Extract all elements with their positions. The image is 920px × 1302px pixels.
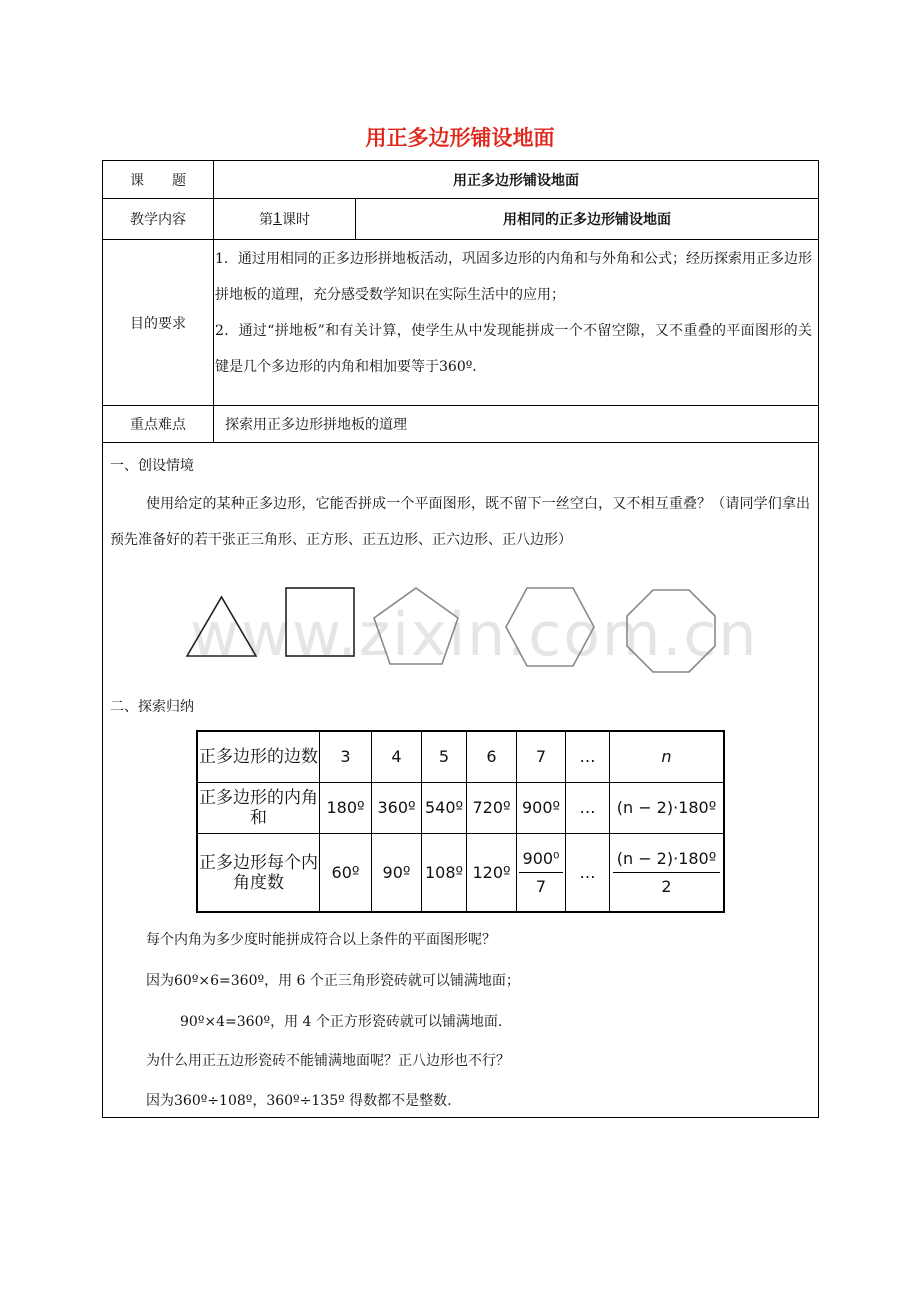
row-header-sides: 正多边形的边数 (199, 747, 318, 767)
section1-paragraph: 使用给定的某种正多边形，它能否拼成一个平面图形，既不留下一丝空白，又不相互重叠？（请同学们拿出预先准备好的若干张正三角形、正方形、正五边形、正六边形、正八边形） (110, 496, 810, 548)
angle-cell: … (579, 862, 596, 882)
angle-cell: 90º (382, 862, 411, 882)
page-title: 用正多边形铺设地面 (365, 125, 555, 150)
content-label: 教学内容 (130, 212, 186, 228)
sides-cell: 5 (438, 747, 450, 766)
sum-cell: 540º (424, 798, 464, 817)
subject-value: 用正多边形铺设地面 (453, 172, 579, 189)
row-divider (103, 442, 818, 443)
goals-text (215, 241, 812, 385)
sum-cell: 180º (326, 798, 365, 817)
pentagon-shape (374, 588, 458, 664)
sides-cell: … (579, 747, 596, 766)
hexagon-shape (506, 588, 594, 666)
fraction (613, 849, 721, 897)
subject-label: 课 题 (130, 172, 186, 189)
key-points-value: 探索用正多边形拼地板的道理 (225, 417, 407, 433)
lesson-number: 1 (273, 211, 282, 227)
key-points-label: 重点难点 (130, 417, 186, 433)
angle-cell-fraction (610, 834, 723, 911)
angle-cell-fraction (517, 834, 565, 911)
angle-cell: 60º (331, 862, 360, 882)
fraction (519, 849, 564, 897)
row-header-sum: 正多边形的内角和 (199, 788, 318, 828)
section1-heading: 一、创设情境 (110, 458, 194, 474)
watermark: www.zixin.com.cn (190, 600, 759, 670)
fraction-numerator: 900⁰ (519, 849, 564, 873)
question-line: 每个内角为多少度时能拼成符合以上条件的平面图形呢？ (146, 932, 496, 948)
sum-cell: … (579, 798, 596, 817)
sum-cell: 900º (521, 798, 561, 817)
goals-label: 目的要求 (130, 315, 186, 332)
content-value: 用相同的正多边形铺设地面 (503, 212, 671, 228)
answer-triangle: 因为60º×6=360º，用 6 个正三角形瓷砖就可以铺满地面； (146, 973, 520, 989)
fraction-denominator: 7 (535, 876, 547, 896)
row-header-angle: 正多边形每个内角度数 (199, 852, 318, 893)
answer-pentagon: 因为360º÷108º，360º÷135º 得数都不是整数. (146, 1093, 452, 1109)
octagon-shape (627, 590, 715, 672)
goal-1: 1．通过用相同的正多边形拼地板活动，巩固多边形的内角和与外角和公式；经历探索用正多边形拼地板的道理，充分感受数学知识在实际生活中的应用； (215, 251, 812, 303)
lesson-count (214, 199, 355, 239)
goal-2: 2．通过“拼地板”和有关计算，使学生从中发现能拼成一个不留空隙，又不重叠的平面图形的关键是几个多边形的内角和相加要等于360º． (215, 323, 812, 375)
polygon-angle-table (196, 730, 725, 913)
fraction-denominator: 2 (661, 876, 672, 896)
angle-cell: 120º (472, 862, 511, 882)
sum-cell: 720º (472, 798, 511, 817)
section2-heading: 二、探索归纳 (110, 699, 194, 715)
square-shape (286, 588, 354, 656)
sides-cell: n (661, 747, 672, 766)
answer-square: 90º×4=360º，用 4 个正方形瓷砖就可以铺满地面. (180, 1014, 503, 1030)
sum-cell: (n − 2)·180º (616, 798, 717, 817)
fraction-numerator: (n − 2)·180º (613, 849, 721, 873)
sides-cell: 6 (486, 747, 497, 766)
lesson-prefix: 第 (259, 212, 274, 228)
sides-cell: 7 (535, 747, 547, 766)
sum-cell: 360º (377, 798, 416, 817)
sides-cell: 4 (391, 747, 402, 766)
angle-cell: 108º (424, 862, 464, 882)
question-pentagon: 为什么用正五边形瓷砖不能铺满地面呢？正八边形也不行？ (146, 1053, 510, 1069)
triangle-shape (187, 597, 256, 656)
lesson-suffix: 课时 (281, 212, 310, 228)
polygon-figures (180, 580, 720, 680)
sides-cell: 3 (340, 747, 351, 766)
